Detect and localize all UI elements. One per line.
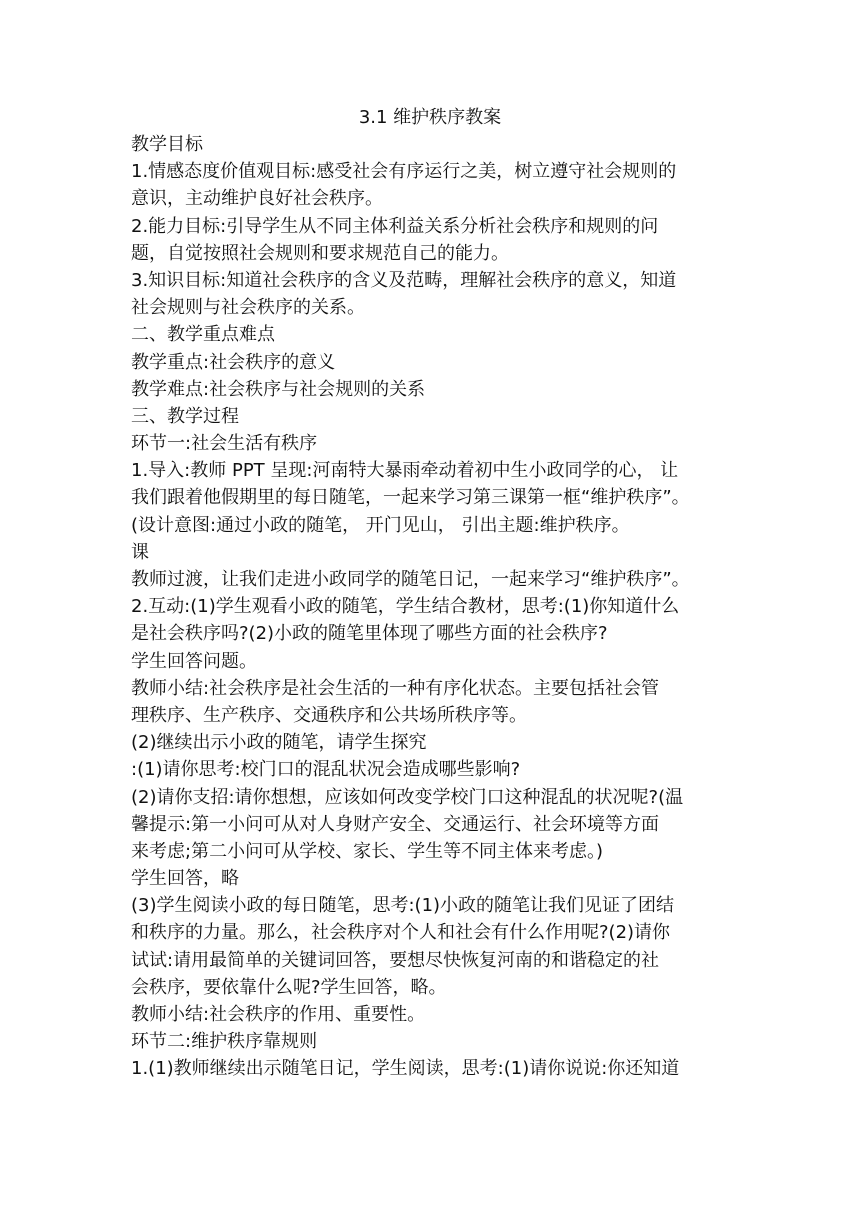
text-line: 会秩序，要依靠什么呢?学生回答，略。 xyxy=(131,976,447,998)
text-line: 二、教学重点难点 xyxy=(131,324,275,346)
text-line: 1.导入:教师 PPT 呈现:河南特大暴雨牵动着初中生小政同学的心， 让 xyxy=(131,460,679,482)
text-line: 来考虑;第二小问可从学校、家长、学生等不同主体来考虑。) xyxy=(131,840,604,862)
text-line: 学生回答，略 xyxy=(131,868,239,890)
text-line: 试试:请用最简单的关键词回答，要想尽快恢复河南的和谐稳定的社 xyxy=(131,949,660,971)
text-line: 题，自觉按照社会规则和要求规范自己的能力。 xyxy=(131,242,509,264)
text-line: 1.(1)教师继续出示随笔日记，学生阅读，思考:(1)请你说说:你还知道 xyxy=(131,1058,680,1080)
text-line: (3)学生阅读小政的每日随笔，思考:(1)小政的随笔让我们见证了团结 xyxy=(131,895,675,917)
text-line: 教学重点:社会秩序的意义 xyxy=(131,351,336,373)
text-line: 2.互动:(1)学生观看小政的随笔，学生结合教材，思考:(1)你知道什么 xyxy=(131,596,680,618)
text-line: 教学难点:社会秩序与社会规则的关系 xyxy=(131,378,426,400)
text-line: 意识，主动维护良好社会秩序。 xyxy=(131,188,383,210)
text-line: 环节一:社会生活有秩序 xyxy=(131,433,318,455)
text-line: (2)请你支招:请你想想，应该如何改变学校门口这种混乱的状况呢?(温 xyxy=(131,786,684,808)
text-line: 2.能力目标:引导学生从不同主体利益关系分析社会秩序和规则的问 xyxy=(131,215,659,237)
text-line: 学生回答问题。 xyxy=(131,650,257,672)
text-line: 1.情感态度价值观目标:感受社会有序运行之美，树立遵守社会规则的 xyxy=(131,161,677,183)
text-line: 是社会秩序吗?(2)小政的随笔里体现了哪些方面的社会秩序? xyxy=(131,623,608,645)
text-line: (设计意图:通过小政的随笔， 开门见山， 引出主题:维护秩序。 xyxy=(131,514,630,536)
text-line: 教师小结:社会秩序的作用、重要性。 xyxy=(131,1004,426,1025)
text-line: 教师小结:社会秩序是社会生活的一种有序化状态。主要包括社会管 xyxy=(131,677,660,699)
text-line: 我们跟着他假期里的每日随笔，一起来学习第三课第一框“维护秩序”。 xyxy=(131,487,690,509)
text-line: 课 xyxy=(131,541,149,563)
text-line: 三、教学过程 xyxy=(131,405,239,427)
text-line: 环节二:维护秩序靠规则 xyxy=(131,1031,318,1053)
text-line: (2)继续出示小政的随笔，请学生探究 xyxy=(131,732,427,754)
document-title: 3.1 维护秩序教案 xyxy=(358,107,502,128)
text-line: 社会规则与社会秩序的关系。 xyxy=(131,297,365,319)
text-line: :(1)请你思考:校门口的混乱状况会造成哪些影响? xyxy=(131,759,521,781)
text-line: 馨提示:第一小问可从对人身财产安全、交通运行、社会环境等方面 xyxy=(131,813,660,835)
text-line: 理秩序、生产秩序、交通秩序和公共场所秩序等。 xyxy=(131,704,527,726)
text-line: 教师过渡，让我们走进小政同学的随笔日记，一起来学习“维护秩序”。 xyxy=(131,569,690,590)
text-line: 教学目标 xyxy=(131,134,203,155)
text-line: 和秩序的力量。那么，社会秩序对个人和社会有什么作用呢?(2)请你 xyxy=(131,922,671,944)
document-body xyxy=(131,131,731,1083)
text-line: 3.知识目标:知道社会秩序的含义及范畴，理解社会秩序的意义，知道 xyxy=(131,269,677,291)
